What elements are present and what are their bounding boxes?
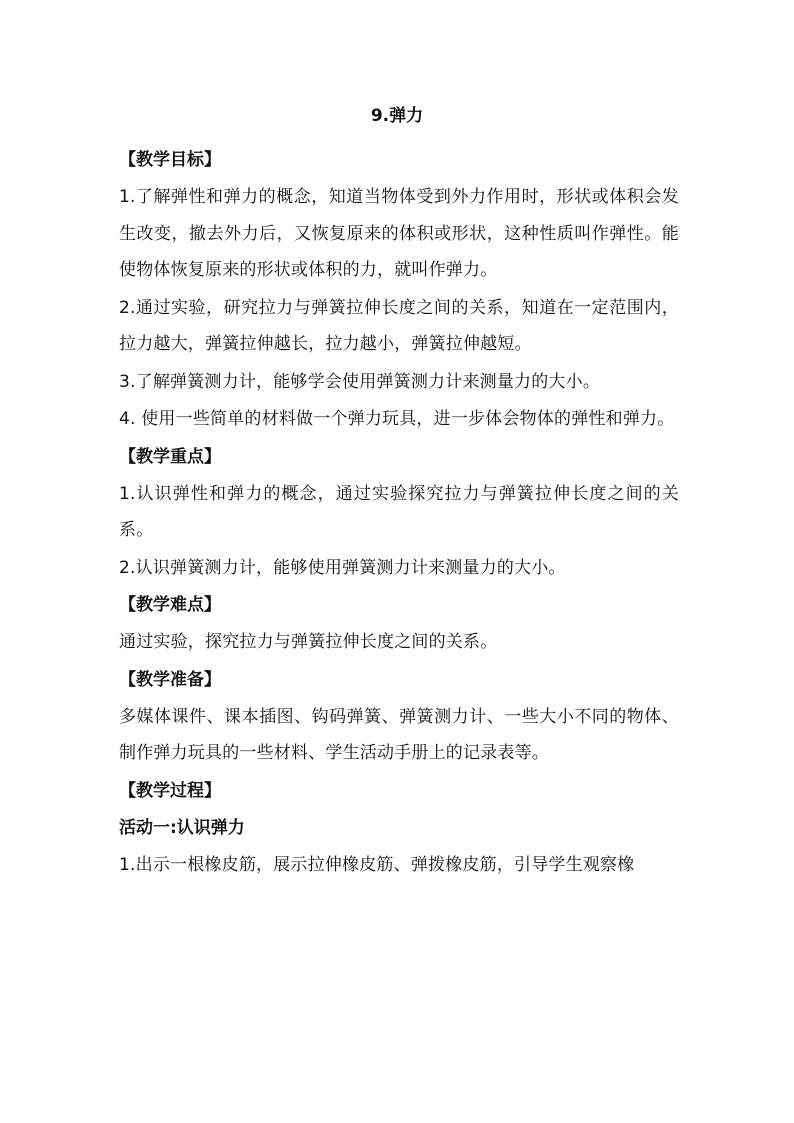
page-title: 9.弹力 (370, 106, 424, 126)
objective-item-2: 2.通过实验，研究拉力与弹簧拉伸长度之间的关系，知道在一定范围内，拉力越大，弹簧拉伸越长，拉力越小，弹簧拉伸越短。 (119, 297, 679, 354)
process-item-1: 1.出示一根橡皮筋，展示拉伸橡皮筋、弹拨橡皮筋，引导学生观察橡 (119, 854, 635, 875)
activity-title: 活动一:认识弹力 (119, 817, 245, 838)
document-body (119, 142, 679, 884)
preparation-text: 多媒体课件、课本插图、钩码弹簧、弹簧测力计、一些大小不同的物体、制作弹力玩具的一些材料、学生活动手册上的记录表等。 (119, 706, 679, 763)
section-heading-key-points: 【教学重点】 (119, 446, 221, 467)
objective-item-4: 4. 使用一些简单的材料做一个弹力玩具，进一步体会物体的弹性和弹力。 (119, 409, 675, 429)
section-heading-preparation: 【教学准备】 (119, 669, 221, 690)
objective-item-3: 3.了解弹簧测力计，能够学会使用弹簧测力计来测量力的大小。 (119, 371, 601, 392)
section-heading-process: 【教学过程】 (119, 780, 221, 801)
section-heading-objectives: 【教学目标】 (119, 150, 221, 170)
objective-item-1: 1.了解弹性和弹力的概念，知道当物体受到外力作用时，形状或体积会发生改变，撤去外力后，又恢复原来的体积或形状，这种性质叫作弹性。能使物体恢复原来的形状或体积的力，就叫作弹力。 (119, 187, 679, 280)
key-point-item-2: 2.认识弹簧测力计，能够使用弹簧测力计来测量力的大小。 (119, 557, 566, 578)
key-point-item-1: 1.认识弹性和弹力的概念，通过实验探究拉力与弹簧拉伸长度之间的关系。 (119, 483, 679, 540)
section-heading-difficulties: 【教学难点】 (119, 595, 221, 615)
difficulties-text: 通过实验，探究拉力与弹簧拉伸长度之间的关系。 (119, 632, 498, 652)
